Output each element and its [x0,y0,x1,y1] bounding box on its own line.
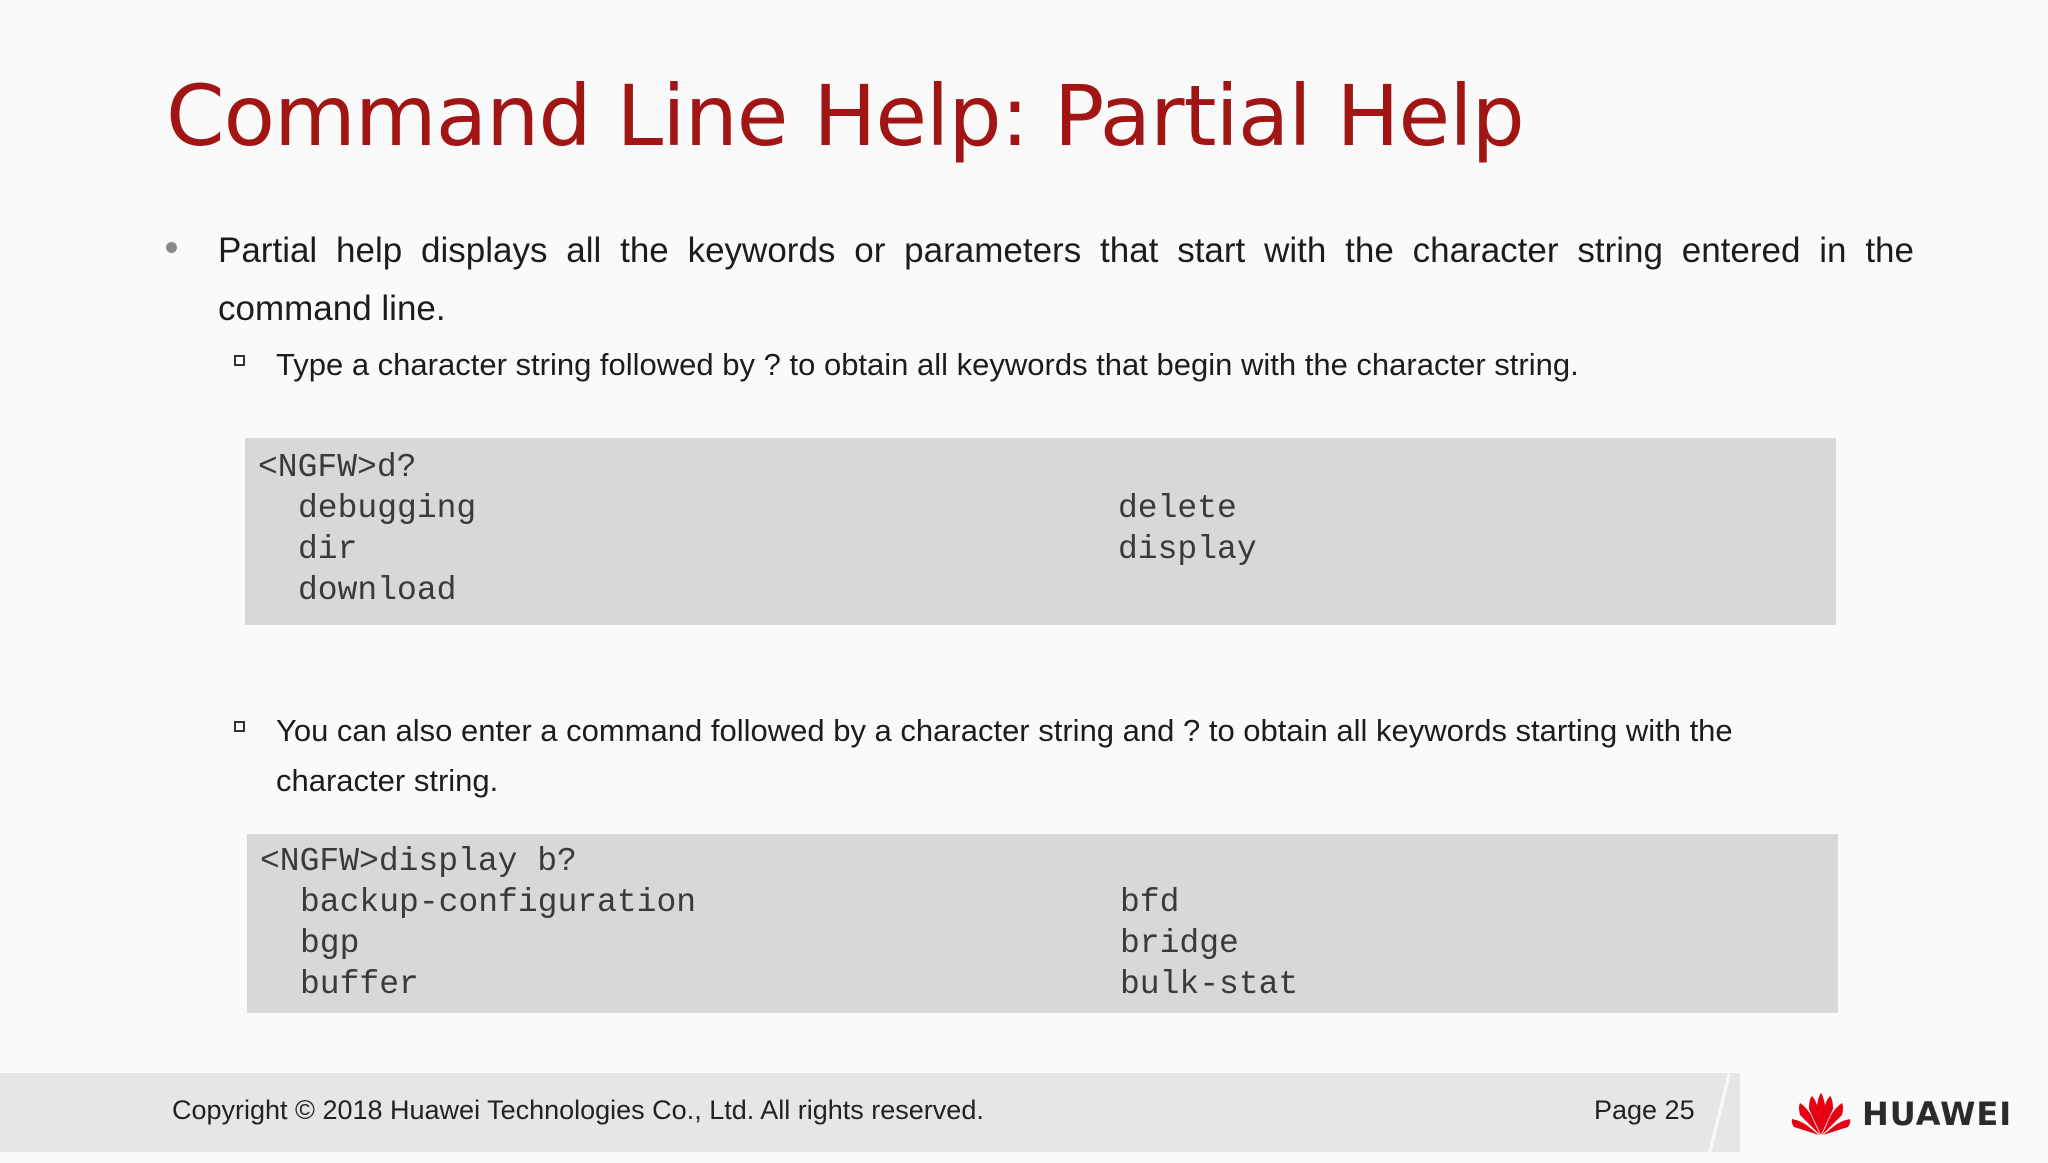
sub-bullet-2 [234,706,1834,806]
code-keyword: buffer [300,966,419,1003]
code-keyword: download [298,572,457,609]
code-block-1 [245,438,1836,625]
code-keyword: display [1118,531,1257,568]
code-prompt: <NGFW>display b? [260,843,577,880]
code-keyword: bfd [1120,884,1180,921]
code-keyword: dir [298,531,358,568]
slide-title: Command Line Help: Partial Help [166,67,1524,165]
brand-name: HUAWEI [1862,1095,2013,1133]
code-keyword: delete [1118,490,1237,527]
code-keyword: debugging [298,490,477,527]
square-bullet-icon [234,355,245,366]
sub-bullet-2-text: You can also enter a command followed by a character string and ? to obtain all keywords starting with the character string. [276,713,1733,798]
copyright-text: Copyright © 2018 Huawei Technologies Co., Ltd. All rights reserved. [172,1095,984,1125]
divider [1706,1073,1731,1163]
code-keyword: bulk-stat [1120,966,1299,1003]
code-keyword: bgp [300,925,360,962]
main-bullet [166,222,1914,338]
code-keyword: backup-configuration [300,884,697,921]
bullet-dot-icon [166,242,177,253]
sub-bullet-1-text: Type a character string followed by ? to obtain all keywords that begin with the character string. [276,347,1579,382]
huawei-flower-icon [1790,1091,1852,1137]
main-bullet-text: Partial help displays all the keywords or parameters that start with the character string entered in the command line. [218,231,1914,328]
code-block-2 [247,834,1838,1013]
code-prompt: <NGFW>d? [258,449,417,486]
sub-bullet-1 [234,340,1834,390]
code-keyword: bridge [1120,925,1239,962]
huawei-logo [1790,1089,2012,1139]
footer [0,1073,2048,1152]
square-bullet-icon [234,721,245,732]
page-number: Page 25 [1594,1095,1695,1125]
